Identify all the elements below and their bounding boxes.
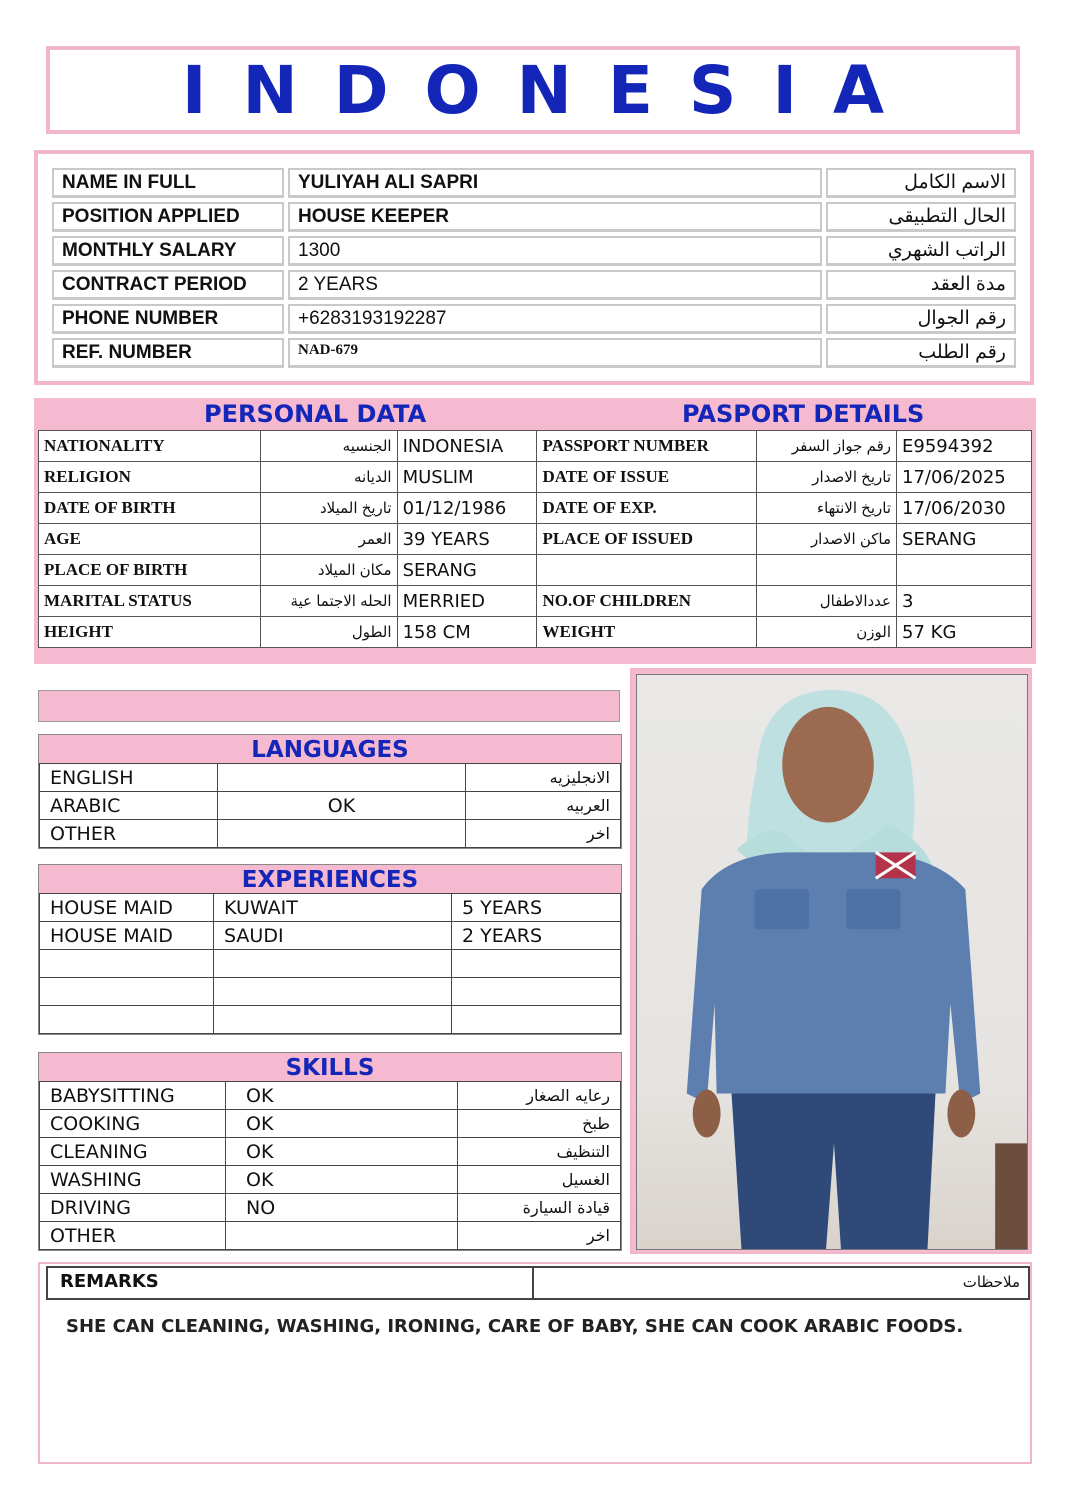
info-value: YULIYAH ALI SAPRI bbox=[288, 168, 822, 198]
experience-role bbox=[40, 978, 214, 1006]
info-label: POSITION APPLIED bbox=[52, 202, 284, 232]
language-level: OK bbox=[218, 792, 466, 820]
experience-role: HOUSE MAID bbox=[40, 894, 214, 922]
personal-value: MUSLIM bbox=[397, 462, 537, 493]
personal-label-ar: تاريخ الميلاد bbox=[260, 493, 397, 524]
info-label: CONTRACT PERIOD bbox=[52, 270, 284, 300]
passport-label-ar: رقم جواز السفر bbox=[757, 431, 897, 462]
personal-label: AGE bbox=[39, 524, 261, 555]
language-label-ar: اخر bbox=[466, 820, 621, 848]
personal-data-heading: PERSONAL DATA bbox=[204, 400, 427, 428]
blank-pink-bar bbox=[38, 690, 620, 722]
passport-value: 3 bbox=[897, 586, 1032, 617]
personal-passport-row bbox=[39, 586, 1032, 617]
passport-label: DATE OF EXP. bbox=[537, 493, 757, 524]
skill-label: DRIVING bbox=[40, 1194, 226, 1222]
passport-label-ar: تاريخ الاصدار bbox=[757, 462, 897, 493]
personal-value: 39 YEARS bbox=[397, 524, 537, 555]
info-label: NAME IN FULL bbox=[52, 168, 284, 198]
language-label: ARABIC bbox=[40, 792, 218, 820]
passport-label: NO.OF CHILDREN bbox=[537, 586, 757, 617]
experiences-table bbox=[39, 893, 621, 1034]
country-title-box bbox=[46, 46, 1020, 134]
personal-value: MERRIED bbox=[397, 586, 537, 617]
skill-label-ar: قيادة السيارة bbox=[458, 1194, 621, 1222]
experience-role: HOUSE MAID bbox=[40, 922, 214, 950]
skill-label: WASHING bbox=[40, 1166, 226, 1194]
passport-details-heading: PASPORT DETAILS bbox=[682, 400, 925, 428]
skill-row bbox=[40, 1166, 621, 1194]
languages-table bbox=[39, 763, 621, 848]
experience-row bbox=[40, 978, 621, 1006]
language-level bbox=[218, 820, 466, 848]
personal-label-ar: العمر bbox=[260, 524, 397, 555]
personal-label-ar: الديانه bbox=[260, 462, 397, 493]
remarks-label: REMARKS bbox=[48, 1268, 534, 1298]
languages-section bbox=[38, 734, 622, 849]
passport-value: 17/06/2030 bbox=[897, 493, 1032, 524]
skill-label: COOKING bbox=[40, 1110, 226, 1138]
skill-row bbox=[40, 1222, 621, 1250]
info-label-ar: رقم الطلب bbox=[826, 338, 1016, 368]
passport-value bbox=[897, 555, 1032, 586]
experience-period: 2 YEARS bbox=[452, 922, 621, 950]
experience-row bbox=[40, 950, 621, 978]
personal-value: INDONESIA bbox=[397, 431, 537, 462]
info-row bbox=[52, 338, 1016, 368]
personal-label: RELIGION bbox=[39, 462, 261, 493]
info-value: +6283193192287 bbox=[288, 304, 822, 334]
experiences-section bbox=[38, 864, 622, 1035]
experience-role bbox=[40, 1006, 214, 1034]
personal-value: 158 CM bbox=[397, 617, 537, 648]
personal-label-ar: الجنسيه bbox=[260, 431, 397, 462]
personal-passport-row bbox=[39, 493, 1032, 524]
personal-passport-section bbox=[34, 398, 1036, 664]
language-level bbox=[218, 764, 466, 792]
skill-label-ar: طبخ bbox=[458, 1110, 621, 1138]
skill-label-ar: التنظيف bbox=[458, 1138, 621, 1166]
country-title: INDONESIA bbox=[181, 51, 921, 129]
experience-country: SAUDI bbox=[214, 922, 452, 950]
info-label-ar: الحال التطبيقى bbox=[826, 202, 1016, 232]
experience-period bbox=[452, 978, 621, 1006]
language-row bbox=[40, 792, 621, 820]
passport-label-ar bbox=[757, 555, 897, 586]
passport-label-ar: عددالاطفال bbox=[757, 586, 897, 617]
language-label: ENGLISH bbox=[40, 764, 218, 792]
skill-label: OTHER bbox=[40, 1222, 226, 1250]
skill-label: CLEANING bbox=[40, 1138, 226, 1166]
remarks-header bbox=[46, 1266, 1030, 1300]
experience-country bbox=[214, 950, 452, 978]
personal-passport-row bbox=[39, 617, 1032, 648]
personal-passport-row bbox=[39, 431, 1032, 462]
passport-label-ar: الوزن bbox=[757, 617, 897, 648]
info-value: 2 YEARS bbox=[288, 270, 822, 300]
personal-passport-row bbox=[39, 524, 1032, 555]
passport-label bbox=[537, 555, 757, 586]
personal-label-ar: الطول bbox=[260, 617, 397, 648]
skill-value: NO bbox=[226, 1194, 458, 1222]
skill-value: OK bbox=[226, 1082, 458, 1110]
passport-value: SERANG bbox=[897, 524, 1032, 555]
passport-value: 17/06/2025 bbox=[897, 462, 1032, 493]
applicant-info-table bbox=[48, 168, 1020, 368]
personal-value: SERANG bbox=[397, 555, 537, 586]
experience-period bbox=[452, 950, 621, 978]
personal-passport-row bbox=[39, 555, 1032, 586]
info-value: NAD-679 bbox=[288, 338, 822, 368]
skill-label-ar: رعايه الصغار bbox=[458, 1082, 621, 1110]
personal-label-ar: الحله الاجتما عية bbox=[260, 586, 397, 617]
remarks-label-ar: ملاحظات bbox=[962, 1274, 1020, 1291]
applicant-info-section bbox=[34, 150, 1034, 385]
applicant-photo-illustration bbox=[637, 675, 1027, 1249]
personal-value: 01/12/1986 bbox=[397, 493, 537, 524]
experience-country: KUWAIT bbox=[214, 894, 452, 922]
passport-value: E9594392 bbox=[897, 431, 1032, 462]
skill-label: BABYSITTING bbox=[40, 1082, 226, 1110]
skill-value: OK bbox=[226, 1138, 458, 1166]
passport-label: DATE OF ISSUE bbox=[537, 462, 757, 493]
languages-heading: LANGUAGES bbox=[251, 737, 409, 763]
passport-label-ar: تاريخ الانتهاء bbox=[757, 493, 897, 524]
applicant-photo bbox=[636, 674, 1028, 1250]
passport-label: PLACE OF ISSUED bbox=[537, 524, 757, 555]
experience-row bbox=[40, 922, 621, 950]
language-row bbox=[40, 820, 621, 848]
skill-value bbox=[226, 1222, 458, 1250]
personal-label: NATIONALITY bbox=[39, 431, 261, 462]
info-row bbox=[52, 270, 1016, 300]
info-label: MONTHLY SALARY bbox=[52, 236, 284, 266]
passport-label-ar: ماكن الاصدار bbox=[757, 524, 897, 555]
passport-label: PASSPORT NUMBER bbox=[537, 431, 757, 462]
language-row bbox=[40, 764, 621, 792]
info-value: 1300 bbox=[288, 236, 822, 266]
remarks-section bbox=[38, 1262, 1032, 1464]
skills-table bbox=[39, 1081, 621, 1250]
info-label-ar: الراتب الشهري bbox=[826, 236, 1016, 266]
info-label-ar: الاسم الكامل bbox=[826, 168, 1016, 198]
language-label-ar: العربيه bbox=[466, 792, 621, 820]
info-label: PHONE NUMBER bbox=[52, 304, 284, 334]
skill-row bbox=[40, 1082, 621, 1110]
personal-label: MARITAL STATUS bbox=[39, 586, 261, 617]
info-row bbox=[52, 168, 1016, 198]
skill-label-ar: الغسيل bbox=[458, 1166, 621, 1194]
experience-country bbox=[214, 1006, 452, 1034]
experiences-heading: EXPERIENCES bbox=[241, 867, 419, 893]
skill-label-ar: اخر bbox=[458, 1222, 621, 1250]
experience-country bbox=[214, 978, 452, 1006]
personal-label: PLACE OF BIRTH bbox=[39, 555, 261, 586]
skills-heading: SKILLS bbox=[285, 1055, 375, 1081]
skill-row bbox=[40, 1110, 621, 1138]
remarks-text: SHE CAN CLEANING, WASHING, IRONING, CARE OF BABY, SHE CAN COOK ARABIC FOODS. bbox=[66, 1316, 964, 1337]
passport-value: 57 KG bbox=[897, 617, 1032, 648]
experience-row bbox=[40, 894, 621, 922]
experience-role bbox=[40, 950, 214, 978]
passport-label: WEIGHT bbox=[537, 617, 757, 648]
personal-label: HEIGHT bbox=[39, 617, 261, 648]
personal-passport-row bbox=[39, 462, 1032, 493]
personal-label-ar: مكان الميلاد bbox=[260, 555, 397, 586]
skill-row bbox=[40, 1194, 621, 1222]
skill-value: OK bbox=[226, 1166, 458, 1194]
skill-row bbox=[40, 1138, 621, 1166]
skills-section bbox=[38, 1052, 622, 1251]
info-row bbox=[52, 236, 1016, 266]
info-label-ar: مدة العقد bbox=[826, 270, 1016, 300]
info-label-ar: رقم الجوال bbox=[826, 304, 1016, 334]
info-label: REF. NUMBER bbox=[52, 338, 284, 368]
language-label: OTHER bbox=[40, 820, 218, 848]
info-row bbox=[52, 304, 1016, 334]
experience-period: 5 YEARS bbox=[452, 894, 621, 922]
info-row bbox=[52, 202, 1016, 232]
applicant-photo-frame bbox=[630, 668, 1032, 1254]
personal-passport-table bbox=[38, 430, 1032, 648]
language-label-ar: الانجليزيه bbox=[466, 764, 621, 792]
personal-label: DATE OF BIRTH bbox=[39, 493, 261, 524]
experience-period bbox=[452, 1006, 621, 1034]
experience-row bbox=[40, 1006, 621, 1034]
info-value: HOUSE KEEPER bbox=[288, 202, 822, 232]
skill-value: OK bbox=[226, 1110, 458, 1138]
